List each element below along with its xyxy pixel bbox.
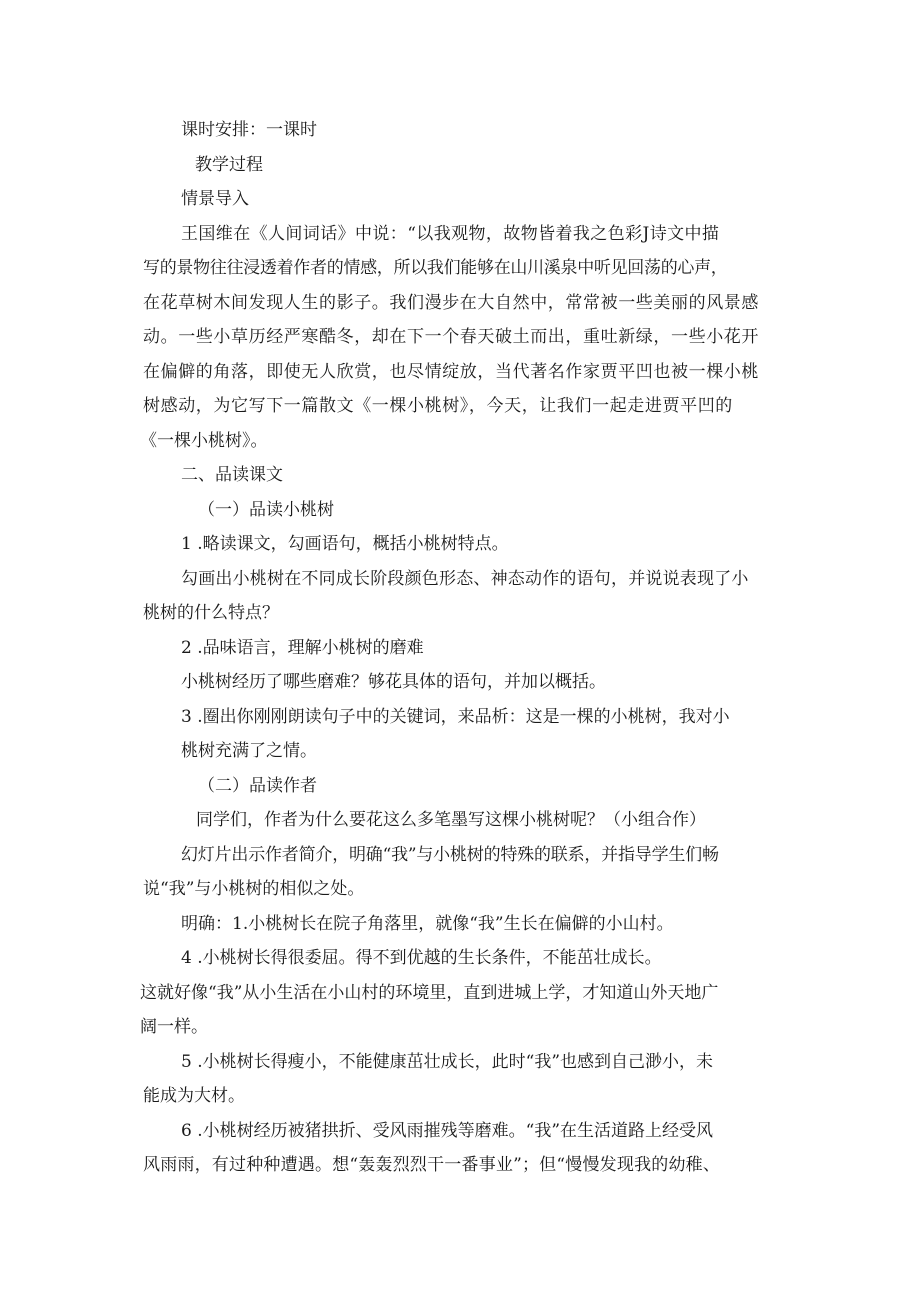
text-line-slide-1: 幻灯片出示作者简介，明确“我”与小桃树的特殊的联系，并指导学生们畅 <box>181 845 719 865</box>
text-line-intro-4: 动。一些小草历经严寒酷冬，却在下一个春天破土而出，重吐新绿，一些小花开 <box>143 327 759 347</box>
text-line-subsection-2: （二）品读作者 <box>198 776 317 796</box>
text-line-question: 同学们，作者为什么要花这么多笔墨写这棵小桃树呢？（小组合作） <box>196 810 706 830</box>
text-line-schedule: 课时安排：一课时 <box>181 120 317 140</box>
text-line-clarify-5-body: 能成为大材。 <box>143 1086 245 1106</box>
text-line-intro-heading: 情景导入 <box>181 189 249 209</box>
text-line-item-1-body-1: 勾画出小桃树在不同成长阶段颜色形态、神态动作的语句，并说说表现了小 <box>181 569 749 589</box>
text-line-intro-7: 《一棵小桃树》。 <box>140 431 268 451</box>
text-line-item-1: 1 .略读课文，勾画语句，概括小桃树特点。 <box>181 534 509 554</box>
text-line-clarify-6: 6 .小桃树经历被猪拱折、受风雨摧残等磨难。“我”在生活道路上经受风 <box>181 1121 714 1141</box>
text-line-intro-1: 王国维在《人间词话》中说：“以我观物，故物皆着我之色彩J诗文中描 <box>181 224 720 244</box>
text-line-item-3: 3 .圈出你刚刚朗读句子中的关键词，来品析：这是一棵的小桃树，我对小 <box>181 707 730 727</box>
text-line-clarify-5: 5 .小桃树长得瘦小，不能健康茁壮成长，此时“我”也感到自己渺小，未 <box>181 1052 714 1072</box>
text-line-clarify-4-body-2: 阔一样。 <box>140 1017 208 1037</box>
text-line-clarify-4-body-1: 这就好像“我”从小生活在小山村的环境里，直到进城上学，才知道山外天地广 <box>140 983 719 1003</box>
text-line-item-2-body: 小桃树经历了哪些磨难？够花具体的语句，并加以概括。 <box>181 672 606 692</box>
text-line-slide-2: 说“我”与小桃树的相似之处。 <box>143 879 365 899</box>
text-line-section-2: 二、品读课文 <box>181 465 283 485</box>
text-line-clarify-6-body: 风雨雨，有过种种遭遇。想“轰轰烈烈干一番事业”；但“慢慢发现我的幼稚、 <box>143 1155 721 1175</box>
text-line-item-1-body-2: 桃树的什么特点？ <box>143 603 279 623</box>
text-line-intro-5: 在偏僻的角落，即使无人欣赏，也尽情绽放，当代著名作家贾平凹也被一棵小桃 <box>143 362 759 382</box>
text-line-process-heading: 教学过程 <box>195 155 263 175</box>
text-line-intro-3: 在花草树木间发现人生的影子。我们漫步在大自然中，常常被一些美丽的风景感 <box>143 293 759 313</box>
text-line-intro-2: 写的景物往往浸透着作者的情感，所以我们能够在山川溪泉中听见回荡的心声， <box>143 258 728 278</box>
text-line-item-3-body: 桃树充满了之情。 <box>181 741 317 761</box>
text-line-clarify-4: 4 .小桃树长得很委屈。得不到优越的生长条件，不能茁壮成长。 <box>181 948 662 968</box>
text-line-subsection-1: （一）品读小桃树 <box>198 500 334 520</box>
text-line-clarify-1: 明确：1.小桃树长在院子角落里，就像“我”生长在偏僻的小山村。 <box>181 914 674 934</box>
text-line-item-2: 2 .品味语言，理解小桃树的磨难 <box>181 638 424 658</box>
text-line-intro-6: 树感动，为它写下一篇散文《一棵小桃树》，今天，让我们一起走进贾平凹的 <box>143 396 733 416</box>
